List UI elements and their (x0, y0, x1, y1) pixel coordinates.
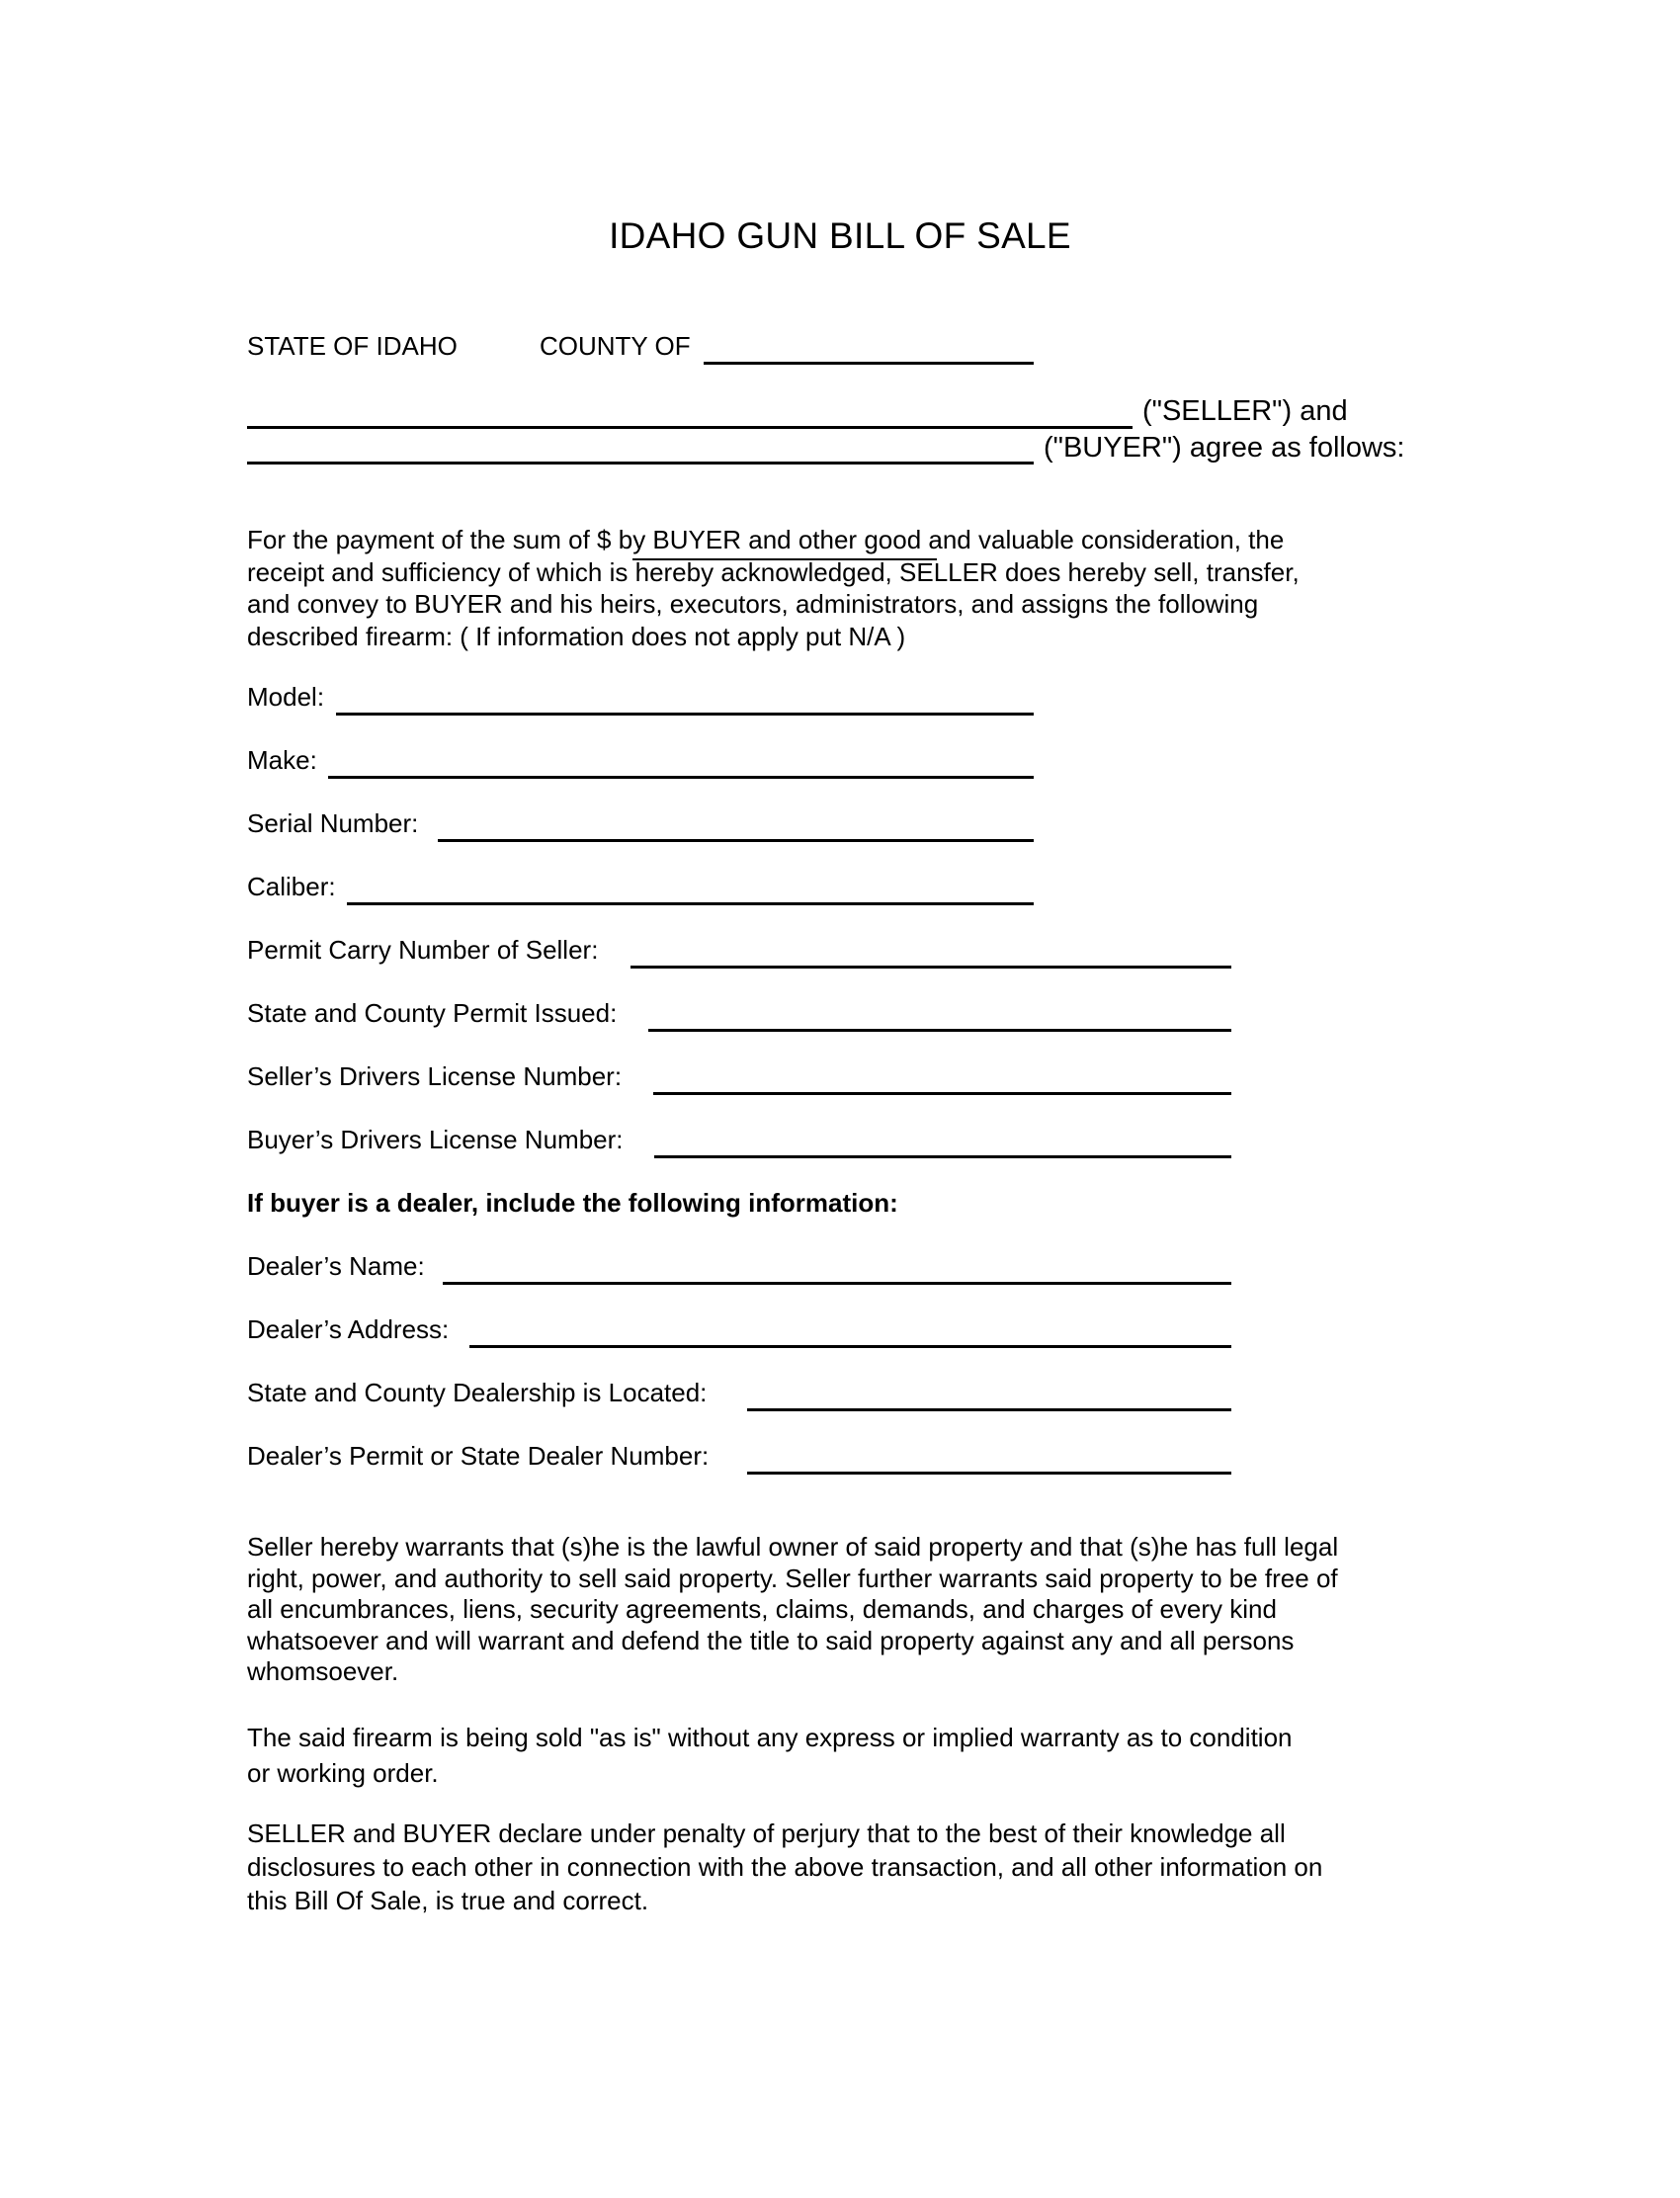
caliber-field-line[interactable] (347, 902, 1034, 905)
dealer-section-heading: If buyer is a dealer, include the following information: (247, 1188, 898, 1218)
intro-line-3: and convey to BUYER and his heirs, executors, administrators, and assigns the following (247, 589, 1259, 619)
intro-line-1: For the payment of the sum of $ by BUYER and other good and valuable consideration, the (247, 525, 1285, 554)
perjury-line-2: disclosures to each other in connection with the above transaction, and all other information on (247, 1852, 1323, 1882)
intro-line-4: described firearm: ( If information does not apply put N/A ) (247, 621, 906, 651)
dealer-address-field-line[interactable] (469, 1345, 1231, 1348)
dealer-name-label: Dealer’s Name: (247, 1251, 425, 1281)
intro-line-2: receipt and sufficiency of which is hereby acknowledged, SELLER does hereby sell, transfer, (247, 556, 1300, 587)
perjury-line-3: this Bill Of Sale, is true and correct. (247, 1886, 649, 1915)
serial-number-field-line[interactable] (438, 839, 1034, 842)
intro-paragraph (247, 524, 1433, 652)
dealer-address-label: Dealer’s Address: (247, 1314, 450, 1344)
dealer-name-field-line[interactable] (443, 1282, 1231, 1285)
seller-suffix: ("SELLER") and (1142, 395, 1348, 427)
make-field-line[interactable] (328, 776, 1034, 779)
buyer-license-field-line[interactable] (654, 1155, 1231, 1158)
buyer-name-field-line[interactable] (247, 462, 1034, 465)
permit-issued-field-line[interactable] (648, 1029, 1231, 1032)
permit-carry-field-line[interactable] (630, 966, 1231, 969)
perjury-paragraph (247, 1817, 1433, 1917)
buyer-license-label: Buyer’s Drivers License Number: (247, 1125, 624, 1154)
warranty-line-5: whomsoever. (247, 1656, 399, 1686)
warranty-line-3: all encumbrances, liens, security agreements, claims, demands, and charges of every kind (247, 1594, 1277, 1624)
seller-name-field-line[interactable] (247, 426, 1133, 429)
make-label: Make: (247, 745, 317, 775)
warranty-line-1: Seller hereby warrants that (s)he is the lawful owner of said property and that (s)he has full legal (247, 1532, 1339, 1562)
model-label: Model: (247, 682, 325, 712)
sum-amount-field-line[interactable] (632, 558, 937, 560)
dealership-location-field-line[interactable] (747, 1408, 1231, 1411)
warranty-line-2: right, power, and authority to sell said property. Seller further warrants said property to be free of (247, 1563, 1338, 1593)
as-is-paragraph (247, 1720, 1433, 1791)
county-field-line[interactable] (704, 362, 1034, 365)
permit-carry-label: Permit Carry Number of Seller: (247, 935, 599, 965)
caliber-label: Caliber: (247, 872, 336, 901)
perjury-line-1: SELLER and BUYER declare under penalty of perjury that to the best of their knowledge all (247, 1818, 1286, 1848)
serial-number-label: Serial Number: (247, 808, 419, 838)
permit-issued-label: State and County Permit Issued: (247, 998, 618, 1028)
buyer-suffix: ("BUYER") agree as follows: (1044, 432, 1405, 464)
document-title: IDAHO GUN BILL OF SALE (609, 215, 1071, 256)
dealer-permit-label: Dealer’s Permit or State Dealer Number: (247, 1441, 710, 1471)
as-is-line-1: The said firearm is being sold "as is" without any express or implied warranty as to condition (247, 1723, 1293, 1752)
seller-license-field-line[interactable] (653, 1092, 1231, 1095)
as-is-line-2: or working order. (247, 1758, 439, 1788)
state-label: STATE OF IDAHO (247, 331, 458, 361)
dealer-permit-field-line[interactable] (747, 1472, 1231, 1475)
county-label: COUNTY OF (540, 331, 691, 361)
model-field-line[interactable] (336, 713, 1034, 716)
warranty-line-4: whatsoever and will warrant and defend the title to said property against any and all persons (247, 1625, 1295, 1655)
warranty-paragraph (247, 1532, 1433, 1688)
dealership-location-label: State and County Dealership is Located: (247, 1378, 708, 1407)
seller-license-label: Seller’s Drivers License Number: (247, 1061, 623, 1091)
